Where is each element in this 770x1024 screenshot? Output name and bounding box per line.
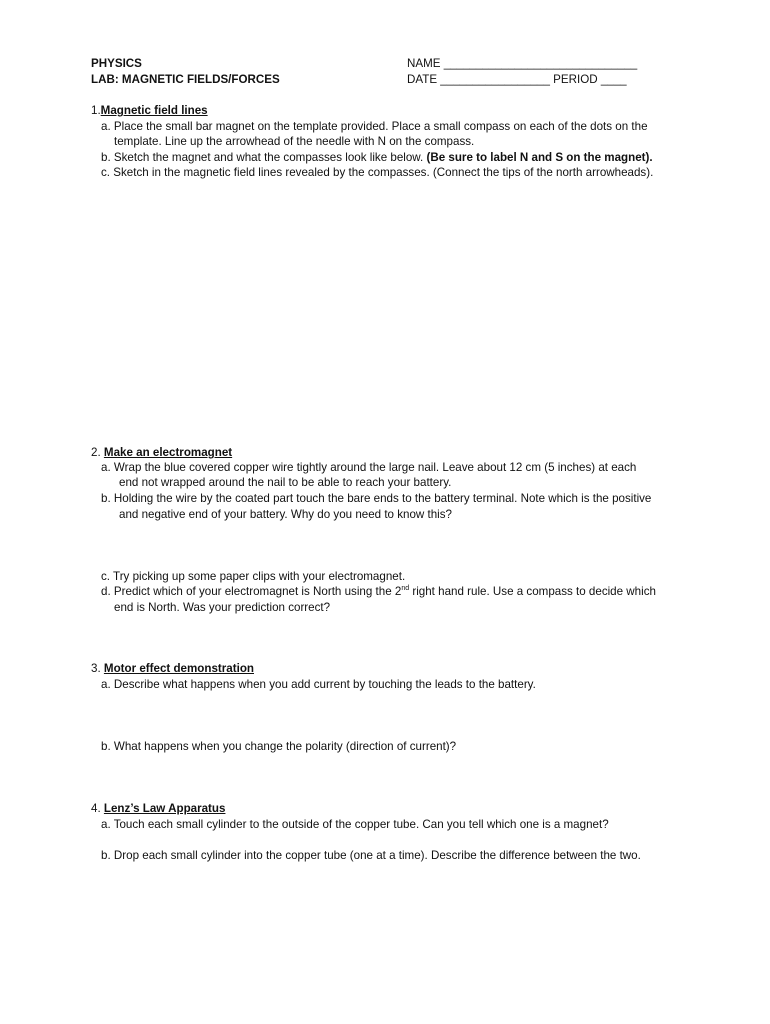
item-letter: c. bbox=[101, 570, 111, 583]
item-text: Touch each small cylinder to the outside of the copper tube. Can you tell which one is a magnet? bbox=[113, 818, 609, 831]
item-letter: a. bbox=[101, 120, 111, 133]
period-blank: ____ bbox=[600, 73, 627, 86]
section-number: 4. bbox=[91, 802, 101, 815]
item-letter: b. bbox=[101, 492, 111, 505]
name-blank: ______________________________ bbox=[443, 57, 638, 70]
section-1-item-c bbox=[101, 166, 653, 180]
item-text: Sketch the magnet and what the compasses look like below. bbox=[113, 151, 424, 164]
section-number: 2. bbox=[91, 446, 101, 459]
section-1-item-a bbox=[101, 120, 648, 134]
section-3-heading bbox=[91, 662, 254, 676]
section-1-item-a-line2: template. Line up the arrowhead of the needle with N on the compass. bbox=[114, 135, 475, 148]
item-text: What happens when you change the polarity (direction of current)? bbox=[113, 740, 457, 753]
name-label: NAME bbox=[407, 57, 441, 70]
section-3-item-a bbox=[101, 678, 536, 692]
subject-title: PHYSICS bbox=[91, 57, 142, 70]
item-letter: d. bbox=[101, 585, 111, 598]
section-2-item-b bbox=[101, 492, 651, 506]
section-number: 1. bbox=[91, 104, 101, 117]
section-2-item-a-line2: end not wrapped around the nail to be able to reach your battery. bbox=[119, 476, 452, 489]
section-3-item-b bbox=[101, 740, 456, 754]
section-title: Motor effect demonstration bbox=[103, 662, 254, 675]
name-field bbox=[407, 57, 637, 71]
section-number: 3. bbox=[91, 662, 101, 675]
item-text: Predict which of your electromagnet is North using the 2nd right hand rule. Use a compass to decide which bbox=[113, 585, 656, 598]
item-text: Wrap the blue covered copper wire tightly around the large nail. Leave about 12 cm (5 inches) at each bbox=[113, 461, 637, 474]
section-4-item-b bbox=[101, 849, 641, 863]
date-period-field bbox=[407, 73, 627, 87]
item-letter: a. bbox=[101, 678, 111, 691]
item-text: Place the small bar magnet on the template provided. Place a small compass on each of the dots on the bbox=[113, 120, 648, 133]
item-text: Describe what happens when you add current by touching the leads to the battery. bbox=[113, 678, 536, 691]
section-2-item-d-line2: end is North. Was your prediction correct? bbox=[114, 601, 331, 614]
section-2-item-c bbox=[101, 570, 405, 584]
date-label: DATE bbox=[407, 73, 438, 86]
item-text: Drop each small cylinder into the copper tube (one at a time). Describe the difference between the two. bbox=[113, 849, 641, 862]
ordinal-superscript: nd bbox=[401, 585, 410, 592]
section-1-heading bbox=[91, 104, 208, 118]
section-title: Lenz’s Law Apparatus bbox=[103, 802, 226, 815]
lab-title: LAB: MAGNETIC FIELDS/FORCES bbox=[91, 73, 280, 86]
section-2-item-d bbox=[101, 585, 656, 599]
item-text: Try picking up some paper clips with your electromagnet. bbox=[113, 570, 406, 583]
section-title: Magnetic field lines bbox=[100, 104, 208, 117]
item-letter: b. bbox=[101, 740, 111, 753]
item-bold-note: (Be sure to label N and S on the magnet). bbox=[426, 151, 653, 164]
date-blank: _________________ bbox=[440, 73, 550, 86]
section-4-heading bbox=[91, 802, 225, 816]
section-2-item-b-line2: and negative end of your battery. Why do you need to know this? bbox=[119, 508, 452, 521]
item-letter: c. bbox=[101, 166, 111, 179]
section-4-item-a bbox=[101, 818, 609, 832]
item-letter: b. bbox=[101, 151, 111, 164]
item-letter: a. bbox=[101, 461, 111, 474]
section-1-item-b bbox=[101, 151, 653, 165]
item-letter: b. bbox=[101, 849, 111, 862]
item-text: Holding the wire by the coated part touch the bare ends to the battery terminal. Note which is the positive bbox=[113, 492, 652, 505]
section-2-item-a bbox=[101, 461, 636, 475]
item-letter: a. bbox=[101, 818, 111, 831]
section-2-heading bbox=[91, 446, 232, 460]
section-title: Make an electromagnet bbox=[103, 446, 233, 459]
item-text: Sketch in the magnetic field lines revealed by the compasses. (Connect the tips of the north arrowheads). bbox=[113, 166, 654, 179]
period-label: PERIOD bbox=[553, 73, 598, 86]
